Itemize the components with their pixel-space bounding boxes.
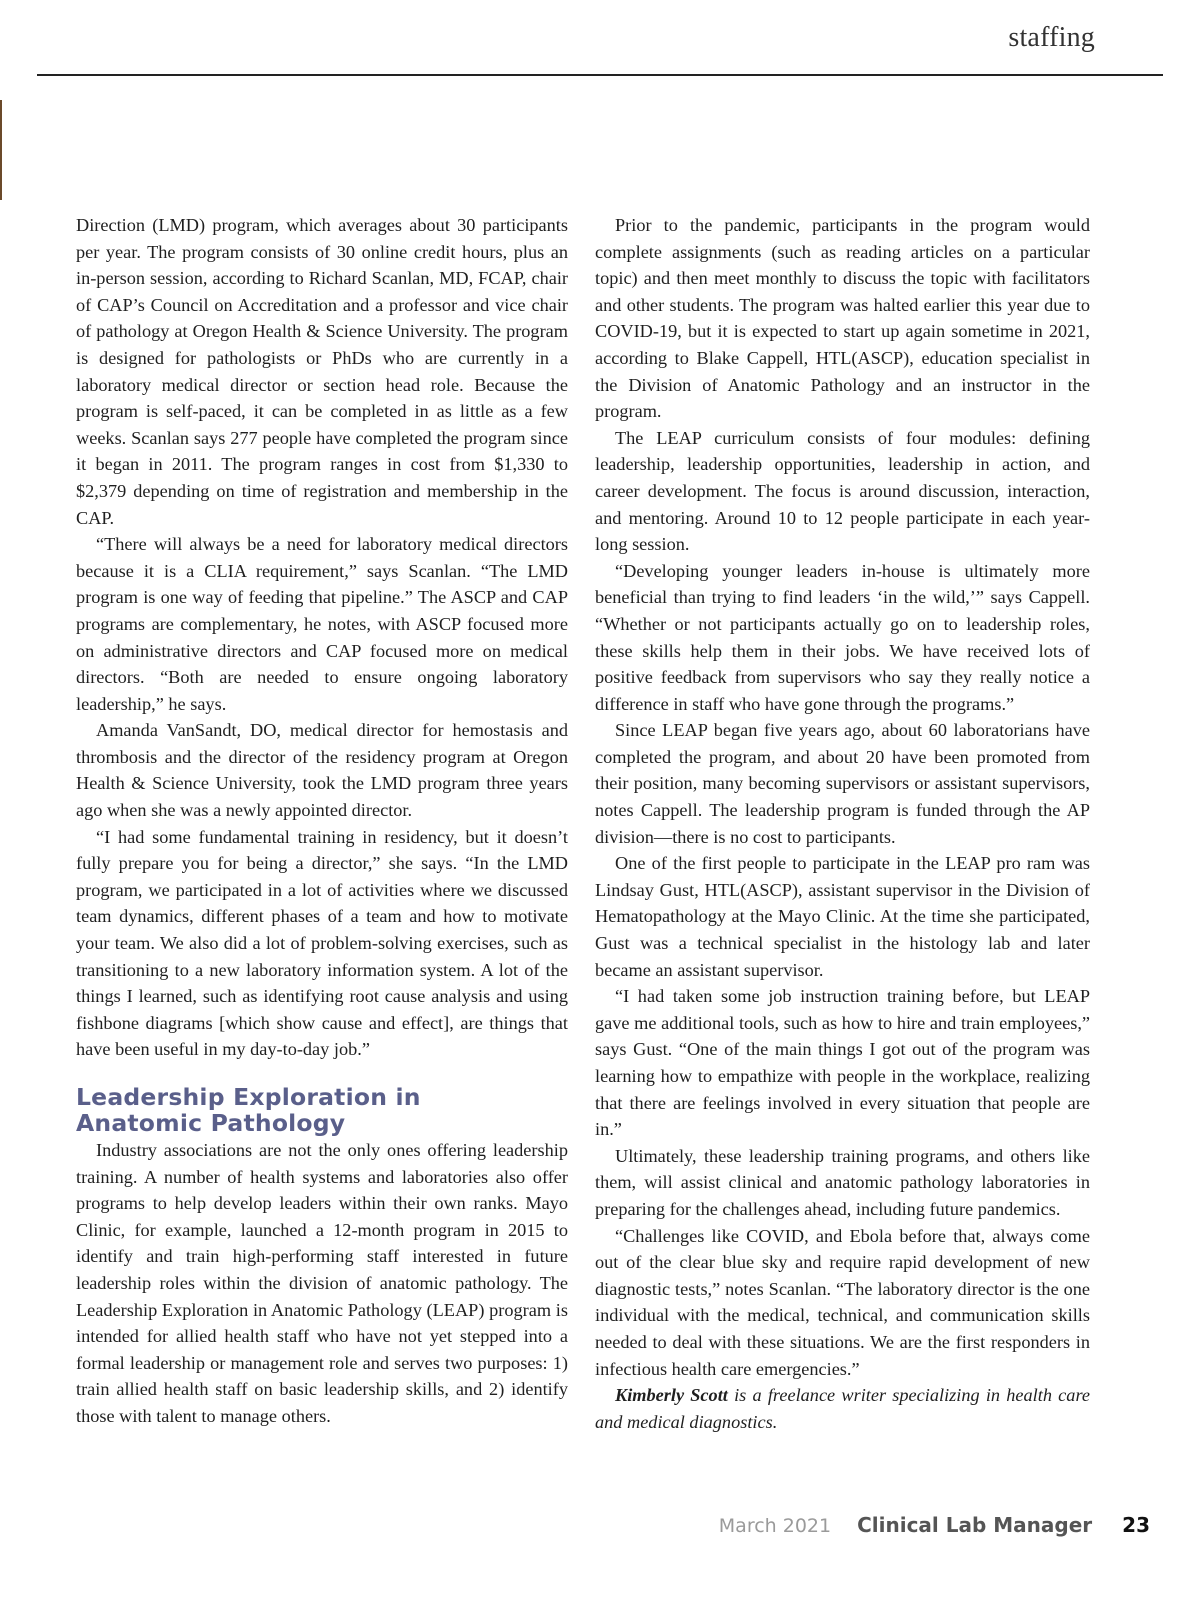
left-column (76, 212, 568, 1430)
body-paragraph: “Developing younger leaders in-house is ultimately more beneficial than trying to find leaders ‘in the wild,’” says Cappell. “Whether or not participants actually go on to leadership roles, these skills help them in their jobs. We have received lots of positive feedback from supervisors who say they really notice a difference in staff who have gone through the programs.” (595, 560, 1090, 714)
author-name: Kimberly Scott (615, 1385, 728, 1406)
author-bio-text: is a freelance writer specializing in health care and medical diagnostics. (595, 1385, 1090, 1432)
section-label: staffing (1008, 22, 1095, 53)
body-paragraph: Prior to the pandemic, participants in the program would complete assignments (such as reading articles on a particular topic) and then meet monthly to discuss the topic with facilitators and other students. The program was halted earlier this year due to COVID-19, but it is expected to start up again sometime in 2021, according to Blake Cappell, HTL(ASCP), education specialist in the Division of Anatomic Pathology and an instructor in the program. (595, 215, 1090, 422)
right-column (595, 212, 1090, 1435)
page-edge-mark (0, 100, 2, 200)
body-paragraph: One of the first people to participate in the LEAP pro ram was Lindsay Gust, HTL(ASCP), assistant supervisor in the Division of Hematopathology at the Mayo Clinic. At the time she participated, Gust was a technical specialist in the histology lab and later became an assistant supervisor. (595, 853, 1090, 980)
header-rule (37, 74, 1163, 76)
body-paragraph: “I had some fundamental training in residency, but it doesn’t fully prepare you for being a director,” she says. “In the LMD program, we participated in a lot of activities where we discussed team dynamics, different phases of a team and how to motivate your team. We also did a lot of problem-solving exercises, such as transitioning to a new laboratory information system. A lot of the things I learned, such as identifying root cause analysis and using fishbone diagrams [which show cause and effect], are things that have been useful in my day-to-day job.” (76, 826, 568, 1060)
body-paragraph: Ultimately, these leadership training programs, and others like them, will assist clinical and anatomic pathology laboratories in preparing for the challenges ahead, including future pandemics. (595, 1145, 1090, 1219)
subheading (76, 1084, 568, 1136)
subheading-line-1: Leadership Exploration in (76, 1083, 421, 1111)
issue-date: March 2021 (718, 1515, 832, 1537)
body-paragraph: Direction (LMD) program, which averages about 30 participants per year. The program consists of 30 online credit hours, plus an in-person session, according to Richard Scanlan, MD, FCAP, chair of CAP’s Council on Accreditation and a professor and vice chair of pathology at Oregon Health & Science University. The program is designed for pathologists or PhDs who are currently in a laboratory medical director or section head role. Because the program is self-paced, it can be completed in as little as a few weeks. Scanlan says 277 people have completed the program since it began in 2011. The program ranges in cost from $1,330 to $2,379 depending on time of registration and membership in the CAP. (76, 215, 568, 528)
body-paragraph: “I had taken some job instruction training before, but LEAP gave me additional tools, such as how to hire and train employees,” says Gust. “One of the main things I got out of the program was learning how to empathize with people in the workplace, realizing that there are feelings involved in every situation that people are in.” (595, 986, 1090, 1140)
body-paragraph: “Challenges like COVID, and Ebola before that, always come out of the clear blue sky and require rapid development of new diagnostic tests,” notes Scanlan. “The laboratory director is the one individual with the medical, technical, and communication skills needed to deal with these situations. We are the first responders in infectious health care emergencies.” (595, 1225, 1090, 1379)
page-number: 23 (1122, 1513, 1150, 1537)
author-bio (595, 1382, 1090, 1435)
page-footer (719, 1513, 1150, 1537)
body-paragraph: The LEAP curriculum consists of four modules: defining leadership, leadership opportunities, leadership in action, and career development. The focus is around discussion, interaction, and mentoring. Around 10 to 12 people participate in each year-long session. (595, 427, 1090, 555)
magazine-name: Clinical Lab Manager (857, 1513, 1093, 1537)
body-paragraph: “There will always be a need for laboratory medical directors because it is a CLIA requirement,” says Scanlan. “The LMD program is one way of feeding that pipeline.” The ASCP and CAP programs are complementary, he notes, with ASCP focused more on administrative directors and CAP focused more on medical directors. “Both are needed to ensure ongoing laboratory leadership,” he says. (76, 534, 568, 714)
body-paragraph: Amanda VanSandt, DO, medical director for hemostasis and thrombosis and the director of the residency program at Oregon Health & Science University, took the LMD program three years ago when she was a newly appointed director. (76, 720, 568, 821)
subheading-line-2: Anatomic Pathology (76, 1109, 346, 1137)
body-paragraph: Since LEAP began five years ago, about 60 laboratorians have completed the program, and about 20 have been promoted from their position, many becoming supervisors or assistant supervisors, notes Cappell. The leadership program is funded through the AP division—there is no cost to participants. (595, 720, 1090, 847)
body-paragraph: Industry associations are not the only ones offering leadership training. A number of health systems and laboratories also offer programs to help develop leaders within their own ranks. Mayo Clinic, for example, launched a 12-month program in 2015 to identify and train high-performing staff interested in future leadership roles within the division of anatomic pathology. The Leadership Exploration in Anatomic Pathology (LEAP) program is intended for allied health staff who have not yet stepped into a formal leadership or management role and serves two purposes: 1) train allied health staff on basic leadership skills, and 2) identify those with talent to manage others. (76, 1140, 568, 1426)
